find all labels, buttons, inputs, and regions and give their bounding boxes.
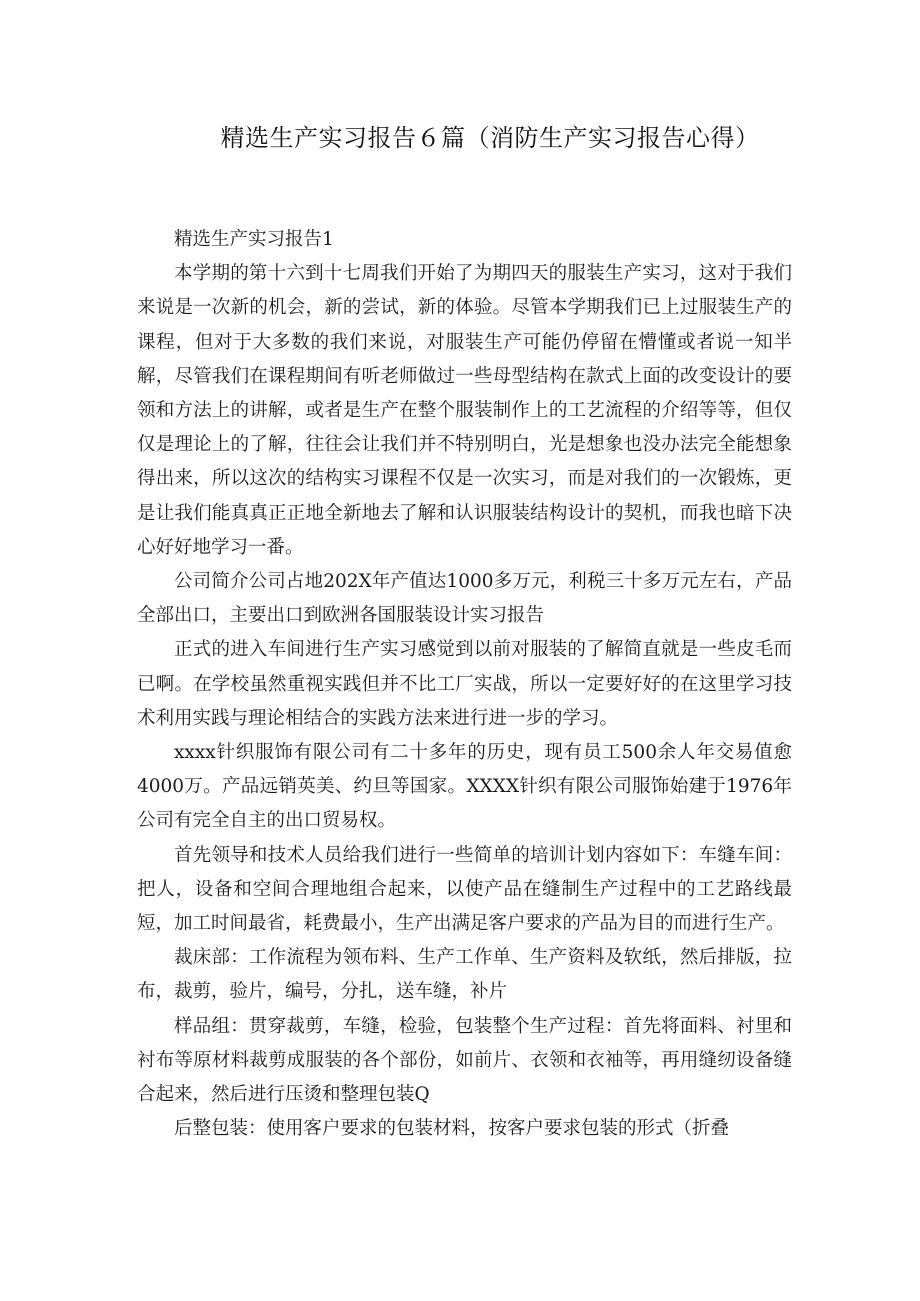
document-body — [137, 223, 792, 1146]
paragraph-training-sewing: 首先领导和技术人员给我们进行一些简单的培训计划内容如下：车缝车间：把人，设备和空间合理地组合起来，以使产品在缝制生产过程中的工艺路线最短，加工时间最省，耗费最小，生产出满足客户要求的产品为目的而进行生产。 — [137, 844, 792, 935]
paragraph-company-history: xxxx针织服饰有限公司有二十多年的历史，现有员工500余人年交易值愈4000万。产品远销英美、约旦等国家。XXXX针织有限公司服饰始建于1976年公司有完全自主的出口贸易权。 — [137, 742, 792, 832]
document-title: 精选生产实习报告６篇（消防生产实习报告心得） — [220, 124, 760, 152]
paragraph-finishing-packaging: 后整包装：使用客户要求的包装材料，按客户要求包装的形式（折叠 — [174, 1118, 730, 1140]
paragraph-workshop: 正式的进入车间进行生产实习感觉到以前对服装的了解简直就是一些皮毛而已啊。在学校虽然重视实践但并不比工厂实战，所以一定要好好的在这里学习技术利用实践与理论相结合的实践方法来进行进一步的学习。 — [137, 639, 792, 729]
paragraph-sample-group: 样品组：贯穿裁剪，车缝，检验，包装整个生产过程：首先将面料、衬里和衬布等原材料裁剪成服装的各个部份，如前片、衣领和衣袖等，再用缝纫设备缝合起来，然后进行压烫和整理包装Q — [137, 1015, 792, 1106]
section-heading: 精选生产实习报告1 — [174, 229, 334, 250]
paragraph-company-profile: 公司简介公司占地202X年产值达1000多万元，利税三十多万元左右，产品全部出口，主要出口到欧洲各国服装设计实习报告 — [137, 571, 792, 627]
paragraph-intro: 本学期的第十六到十七周我们开始了为期四天的服装生产实习，这对于我们来说是一次新的机会，新的尝试，新的体验。尽管本学期我们已上过服装生产的课程，但对于大多数的我们来说，对服装生产可能仍停留在懵懂或者说一知半解，尽管我们在课程期间有听老师做过一些母型结构在款式上面的改变设计的要领和方法上的讲解，或者是生产在整个服装制作上的工艺流程的介绍等等，但仅仅是理论上的了解，往往会让我们并不特别明白，光是想象也没办法完全能想象得出来，所以这次的结构实习课程不仅是一次实习，而是对我们的一次锻炼，更是让我们能真真正正地全新地去了解和认识服装结构设计的契机，而我也暗下决心好好地学习一番。 — [137, 263, 792, 558]
paragraph-cutting-dept: 裁床部：工作流程为领布料、生产工作单、生产资料及软纸，然后排版，拉布，裁剪，验片，编号，分扎，送车缝，补片 — [137, 947, 792, 1003]
